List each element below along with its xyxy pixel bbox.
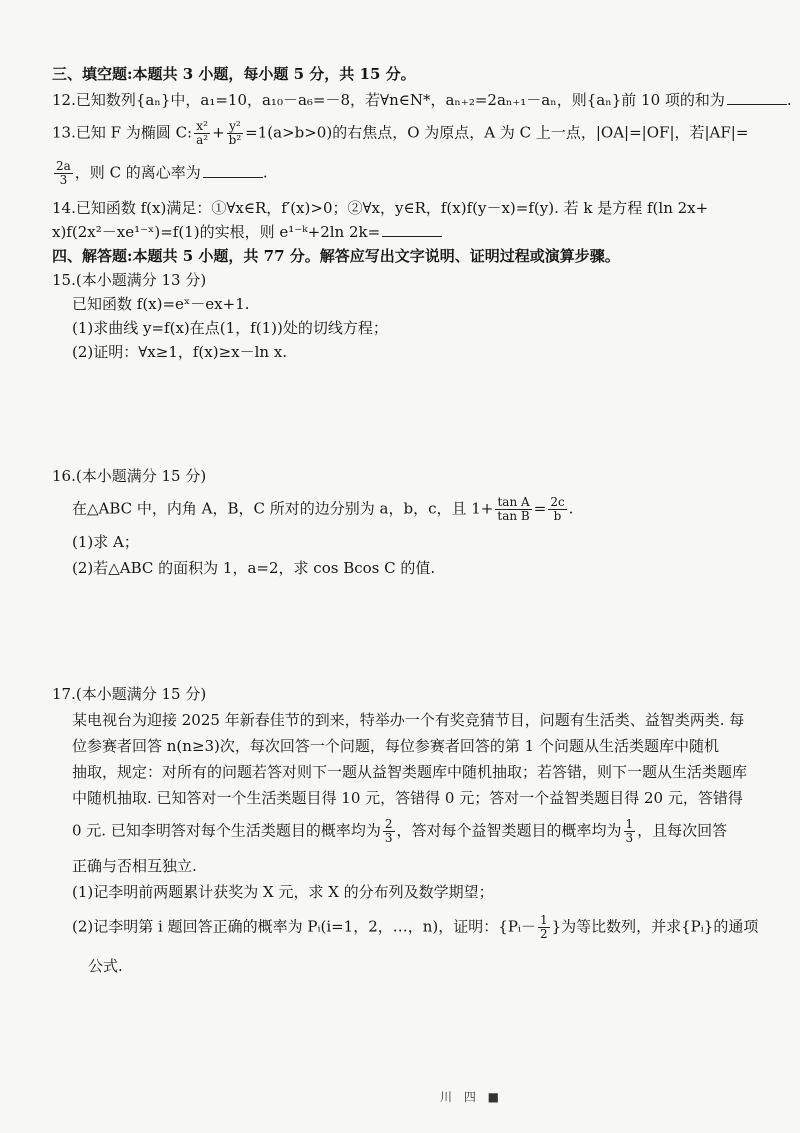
- frac-numerator: 2c: [550, 495, 565, 509]
- frac-numerator: 1: [539, 913, 548, 927]
- frac-denominator: 2: [539, 927, 548, 941]
- q17-part2-b: }为等比数列，并求{Pᵢ}的通项: [551, 917, 759, 936]
- q17-line3: 抽取，规定：对所有的问题若答对则下一题从益智类题库中随机抽取；若答错，则下一题从生活类题库: [72, 763, 748, 781]
- q16-frac-2c-b: [548, 496, 566, 523]
- q16-part2: (2)若△ABC 的面积为 1，a=2，求 cos Bcos C 的值.: [72, 559, 436, 577]
- equals-sign: =: [533, 499, 547, 518]
- q12-answer-blank[interactable]: [727, 90, 787, 105]
- q13-text-c: ，则 C 的离心率为: [74, 163, 201, 182]
- q16-stem-a: 在△ABC 中，内角 A，B，C 所对的边分别为 a，b，c，且 1+: [72, 499, 494, 518]
- q15-part2: (2)证明：∀x≥1，f(x)≥x－ln x.: [72, 343, 288, 361]
- frac-numerator: x²: [194, 120, 210, 134]
- plus-sign: +: [212, 123, 225, 142]
- q17-part2: [72, 914, 760, 941]
- q13-frac-x2-a2: [194, 120, 210, 147]
- q17-part2-continued: 公式.: [88, 957, 123, 975]
- q14-answer-blank[interactable]: [382, 222, 442, 237]
- q17-title: 17.(本小题满分 15 分): [52, 685, 207, 703]
- q17-line5-c: ，且每次回答: [637, 821, 728, 840]
- q17-line1: 某电视台为迎接 2025 年新春佳节的到来，特举办一个有奖竞猜节目，问题有生活类、益智类两类. 每: [72, 711, 745, 729]
- frac-numerator: tan A: [495, 496, 531, 510]
- page-footer-mark: 川 四 ■: [440, 1090, 503, 1104]
- q17-line4: 中随机抽取. 已知答对一个生活类题目得 10 元，答错得 0 元；答对一个益智类题目得 20 元，答错得: [72, 789, 743, 807]
- q16-title: 16.(本小题满分 15 分): [52, 467, 207, 485]
- frac-denominator: a²: [196, 133, 209, 147]
- frac-denominator: 3: [59, 173, 68, 187]
- q16-stem-b: .: [568, 499, 574, 518]
- frac-denominator: tan B: [497, 509, 530, 523]
- frac-numerator: 1: [625, 817, 634, 831]
- q17-line5: [72, 818, 760, 845]
- q13-text-a: 13.已知 F 为椭圆 C:: [52, 123, 193, 142]
- q17-line5-a: 0 元. 已知李明答对每个生活类题目的概率均为: [72, 821, 381, 840]
- q17-part2-a: (2)记李明第 i 题回答正确的概率为 Pᵢ(i=1，2，…，n)，证明：{Pᵢ－: [72, 917, 536, 936]
- q17-part1: (1)记李明前两题累计获奖为 X 元，求 X 的分布列及数学期望；: [72, 883, 494, 901]
- frac-denominator: 3: [384, 831, 393, 845]
- question-12: 12.已知数列{aₙ}中，a₁=10，a₁₀－a₆=－8，若∀n∈N*，aₙ₊₂=2aₙ₊₁－aₙ，则{aₙ}前 10 项的和为 .: [52, 91, 792, 109]
- q16-part1: (1)求 A；: [72, 533, 139, 551]
- q13-text-b: =1(a>b>0)的右焦点，O 为原点，A 为 C 上一点，|OA|=|OF|，若|AF|=: [245, 123, 749, 142]
- q16-stem: [72, 496, 760, 523]
- frac-denominator: b: [553, 509, 562, 523]
- q13-frac-y2-b2: [227, 120, 244, 147]
- frac-denominator: 3: [625, 831, 634, 845]
- question-13-line1: [52, 120, 760, 147]
- question-13-line2: $\frac{2a}{3}$ ，则 C 的离心率为 .: [56, 159, 268, 187]
- q13-answer-blank[interactable]: [203, 163, 263, 178]
- q14-text-b: x)f(2x²－xe¹⁻ˣ)=f(1)的实根，则 e¹⁻ᵏ+2ln 2k=: [52, 223, 381, 241]
- q17-frac-2-3: [383, 818, 395, 845]
- frac-numerator: y²: [227, 120, 244, 134]
- frac-numerator: 2a: [56, 159, 71, 173]
- q13-frac-2a-3: [54, 160, 73, 187]
- q17-line5-b: ，答对每个益智类题目的概率均为: [396, 821, 622, 840]
- q17-line6: 正确与否相互独立.: [72, 857, 197, 875]
- question-14-line1: 14.已知函数 f(x)满足：①∀x∈R，f′(x)>0；②∀x，y∈R，f(x)f(y－x)=f(y). 若 k 是方程 f(ln 2x+: [52, 199, 709, 217]
- q17-line2: 位参赛者回答 n(n≥3)次，每次回答一个问题，每位参赛者回答的第 1 个问题从生活类题库中随机: [72, 737, 719, 755]
- q15-title: 15.(本小题满分 13 分): [52, 271, 207, 289]
- q15-stem: 已知函数 f(x)=eˣ－ex+1.: [72, 295, 250, 313]
- q15-part1: (1)求曲线 y=f(x)在点(1，f(1))处的切线方程；: [72, 319, 388, 337]
- q12-text: 12.已知数列{aₙ}中，a₁=10，a₁₀－a₆=－8，若∀n∈N*，aₙ₊₂=2aₙ₊₁－aₙ，则{aₙ}前 10 项的和为: [52, 91, 725, 109]
- section3-heading: 三、填空题:本题共 3 小题，每小题 5 分，共 15 分。: [52, 65, 416, 83]
- section4-heading: 四、解答题:本题共 5 小题，共 77 分。解答应写出文字说明、证明过程或演算步骤。: [52, 247, 620, 265]
- q17-frac-1-2: [538, 914, 550, 941]
- q17-frac-1-3: [624, 818, 636, 845]
- question-14-line2: [52, 222, 760, 242]
- frac-denominator: b²: [228, 133, 242, 147]
- q16-frac-tanA-tanB: [495, 496, 531, 523]
- frac-numerator: 2: [384, 817, 393, 831]
